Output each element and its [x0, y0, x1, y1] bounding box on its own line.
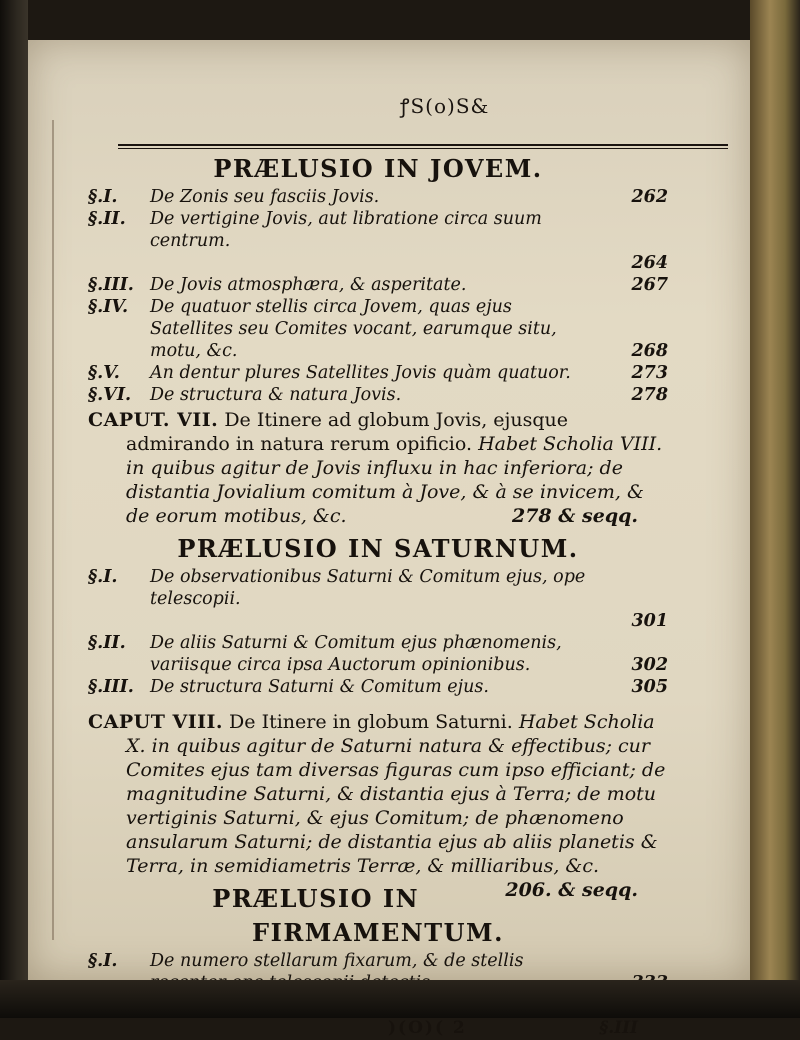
- toc-page-number: 268: [631, 341, 668, 361]
- toc-entry: [88, 208, 668, 274]
- toc-page-number: 305: [631, 677, 668, 697]
- toc-entry: [88, 362, 668, 384]
- toc-entry-text: De Zonis seu fasciis Jovis.: [150, 187, 380, 207]
- toc-entry-text: De structura Saturni & Comitum ejus.: [150, 677, 489, 697]
- chapter-label: CAPUT VIII.: [88, 711, 223, 733]
- toc-entry: [88, 274, 668, 296]
- toc-section-number: §.II.: [88, 633, 126, 653]
- toc-entry: [88, 384, 668, 406]
- section-heading-jupiter: PRÆLUSIO IN JOVEM.: [213, 154, 543, 183]
- toc-page-number: 262: [631, 187, 668, 207]
- toc-entry-text: De structura & natura Jovis.: [150, 385, 402, 405]
- header-rule: [118, 144, 728, 146]
- toc-section-number: §.III.: [88, 677, 134, 697]
- toc-page-number: 264: [631, 253, 668, 273]
- toc-entry-text: De observationibus Saturni & Comitum ejus, ope telescopii.: [150, 567, 586, 609]
- header-ornament: ꝭS(o)S&: [400, 94, 490, 118]
- chapter-page-number: 278 & seqq.: [511, 505, 638, 527]
- toc-section-number: §.I.: [88, 567, 118, 587]
- book-page: [28, 40, 750, 1038]
- scan-edge-left: [0, 0, 28, 1018]
- toc-section-number: §.III.: [88, 275, 134, 295]
- toc-entry-text: De numero stellarum fixarum, & de stellis: [150, 951, 524, 971]
- toc-page-number: 302: [631, 655, 668, 675]
- toc-page-number: 278: [631, 385, 668, 405]
- signature-mark: )(O)( 2: [388, 1018, 467, 1038]
- toc-section-number: §.IV.: [88, 297, 129, 317]
- catchword: §.III: [599, 1018, 638, 1038]
- toc-section-number: §.I.: [88, 951, 118, 971]
- chapter-entry: [88, 710, 668, 901]
- chapter-label: CAPUT. VII.: [88, 409, 219, 431]
- scan-bottom-edge: [0, 980, 800, 1018]
- page-gutter-line: [52, 120, 54, 940]
- toc-section-number: §.V.: [88, 363, 120, 383]
- toc-page-number: 273: [631, 363, 668, 383]
- toc-section-number: §.I.: [88, 187, 118, 207]
- toc-entry-text: De vertigine Jovis, aut libratione circa suum centrum.: [150, 209, 542, 251]
- toc-entry: [88, 632, 668, 676]
- toc-entry-text: De Jovis atmosphæra, & asperitate.: [150, 275, 467, 295]
- toc-entry-text: An dentur plures Satellites Jovis quàm quatuor.: [150, 363, 571, 383]
- toc-page-number: 267: [631, 275, 668, 295]
- toc-entry: [88, 296, 668, 362]
- chapter-summary: Habet Scholia X. in quibus agitur de Saturni natura & effectibus; cur Comites ejus tam diversas figuras cum ipso efficiant; de magnitudine Saturni, & distantia ejus à Terra; de motu vertiginis Saturni, & ejus Comitum; de phænomeno ansularum Saturni; de distantia ejus ab aliis planetis & Terra, in semidiametris Terræ, & milliaribus, &c.: [126, 711, 666, 877]
- chapter-page-number: 206. & seqq.: [505, 879, 638, 901]
- toc-entry-text: De aliis Saturni & Comitum ejus phænomenis, variisque circa ipsa Auctorum opinionibus.: [150, 633, 562, 675]
- chapter-entry: [88, 408, 668, 528]
- toc-section-number: §.II.: [88, 209, 126, 229]
- section-heading-saturn: PRÆLUSIO IN SATURNUM.: [177, 534, 579, 563]
- chapter-title: De Itinere in globum Saturni.: [229, 711, 513, 733]
- toc-entry: [88, 566, 668, 632]
- chapter-title: De Itinere ad globum Jovis, ejusque admirando in natura rerum opificio.: [126, 409, 569, 455]
- header-rule-thin: [118, 148, 728, 149]
- scan-edge-right: [750, 0, 800, 1018]
- toc-page-number: 301: [631, 611, 668, 631]
- table-of-contents: [88, 152, 668, 1040]
- toc-entry: [88, 186, 668, 208]
- section-heading-firmament: PRÆLUSIO IN FIRMAMENTUM.: [212, 884, 504, 947]
- toc-section-number: §.VI.: [88, 385, 132, 405]
- spacer: [88, 698, 668, 708]
- chapter-summary: Habet Scholia VIII. in quibus agitur de Jovis influxu in hac inferiora; de distantia Jovialium comitum à Jove, & à se invicem, & de eorum motibus, &c.: [126, 433, 663, 527]
- toc-entry: [88, 676, 668, 698]
- catchword-line: [88, 1018, 668, 1040]
- toc-entry-text: De quatuor stellis circa Jovem, quas ejus Satellites seu Comites vocant, earumque situ, motu, &c.: [150, 297, 557, 361]
